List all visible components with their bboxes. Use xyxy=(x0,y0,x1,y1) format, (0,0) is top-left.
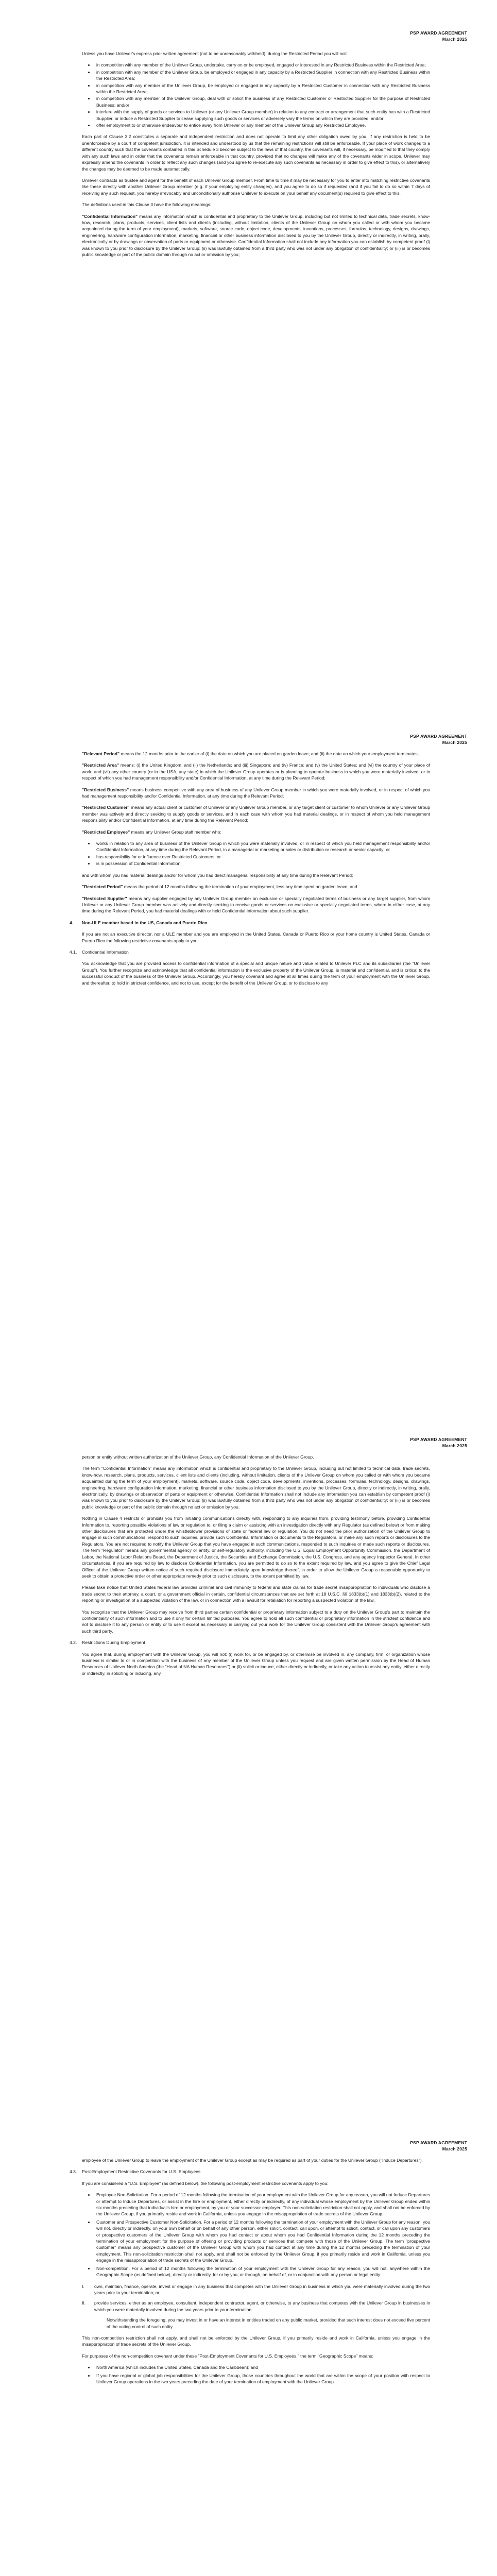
list-item: • North America (which includes the United States, Canada and the Caribbean); and xyxy=(94,2364,430,2370)
restrictions-list xyxy=(70,62,430,128)
section-number: 4.2. xyxy=(70,1640,77,1646)
definition-text: means any Unilever Group staff member who: xyxy=(130,829,221,835)
header-date: March 2025 xyxy=(442,2146,467,2151)
third-party-information: You recognize that the Unilever Group may receive from third parties certain confidential or proprietary information subject to a duty on the Unilever Group's part to maintain the confidentiality of such information and to use it only for certain limited purposes. You agree to hold all such confidential or proprietary information in the strictest confidence and not to disclose it to any person or entity or to use it except as necessary in carrying out your work for the Unilever Group consistent with the Unilever Group's agreement with such third party. xyxy=(82,1609,430,1634)
geographic-scope-intro: For purposes of the non-competition covenant under these "Post-Employment Covenants for U.S. Employees," the term "Geographic Scope" means: xyxy=(82,2353,373,2359)
roman-item xyxy=(82,2300,430,2313)
definition-text: means: (i) the United Kingdom; and (ii) the Netherlands; and (iii) Singapore; and (iv) France; and (v) the United States; and (vi) the country of your place of work; and (vii) any other country (or in the USA, any state) in which the Unilever Group operates or is planning to operate business in which you were materially involved, or in respect of which you had management responsibility and/or Confidential Information, at any time during the Relevant Period; xyxy=(82,762,430,781)
section-4-3-intro: If you are considered a "U.S. Employee" (as defined below), the following post-employment restrictive covenants apply to you: xyxy=(82,2180,329,2186)
section-4-1-text: You acknowledge that you are provided access to confidential information of a special and unique nature and value related to Unilever PLC and its subsidiaries (the "Unilever Group"). You further recognize and acknowledge that all confidential information is the exclusive property of the Unilever Group, is material and confidential, and is critical to the successful conduct of the business of the Unilever Group. Accordingly, you hereby covenant and agree at all times during the term of your employment with the Unilever Group, and thereafter, to hold in strictest confidence, and not to use, except for the benefit of the Unilever Group, or to disclose to any xyxy=(82,961,430,986)
list-item: • in competition with any member of the Unilever Group, be employed or engaged in any capacity by a Restricted Supplier in connection with any Restricted Business within the Restricted Area; xyxy=(94,69,430,82)
page-header xyxy=(410,30,467,42)
page-3 xyxy=(0,1406,497,2110)
page-header xyxy=(410,733,467,745)
page-1-body xyxy=(70,50,430,263)
header-title: PSP AWARD AGREEMENT xyxy=(410,30,467,36)
definition-term: "Restricted Area" xyxy=(82,762,119,768)
roman-item-text: provide services, either as an employee, consultant, independent contractor, agent, or otherwise, to any business that competes with the Unilever Group in businesses in which you were materially involved during the two years prior to your termination. xyxy=(94,2300,430,2312)
list-item: • in competition with any member of the Unilever Group, deal with or solicit the business of any Restricted Customer or Restricted Supplier for the purpose of Restricted Business; and/or xyxy=(94,95,430,108)
page-2 xyxy=(0,703,497,1406)
definition-term: "Restricted Employee" xyxy=(82,829,130,835)
regulator-notice: Nothing in Clause 4 restricts or prohibits you from initiating communications directly with, responding to any inquiries from, providing testimony before, providing Confidential Information to, reporting possible violations of law or regulation to, or filing a claim or assisting with an investigation directly with any Regulator (as defined below) or from making other disclosures that are protected under the whistleblower provisions of state or federal law or regulation. You do not need the prior authorization of the Unilever Group to engage in such communications, respond to such inquiries, provide such Confidential Information or documents to the Regulators, or make any such reports or disclosures to the Regulators. You are not required to notify the Unilever Group that you have engaged in such communications, responded to such inquiries or made such reports or disclosures. The term "Regulator" means any governmental agency or entity, or self-regulatory authority, including the U.S. Equal Employment Opportunity Commission, the Department of Labor, the National Labor Relations Board, the Department of Justice, the Securities and Exchange Commission, the U.S. Congress, and any agency Inspector General. In other circumstances, if you are required by law to disclose Confidential Information, you are permitted to do so to the extent required by law, and you agree to give the Chief Legal Officer of the Unilever Group written notice of such required disclosure immediately upon knowledge thereof, in order to allow the Unilever Group a reasonable opportunity to seek to obtain a protective order or other appropriate remedy prior to such disclosure, to the extent permitted by law. xyxy=(82,1516,430,1579)
page-4-body xyxy=(70,2157,430,2390)
definition-text: means any information which is confidential and proprietary to the Unilever Group, including but not limited to technical data, trade secrets, know-how, research, plans, products, services, client lists and clients (including, without limitation, clients of the Unilever Group on whom you called or with whom you became acquainted during the term of your employment), markets, software, source code, object code, developments, inventions, processes, formulas, technology, designs, drawings, engineering, hardware configuration information, marketing, financial or other business information disclosed to you by the Unilever Group, directly or indirectly, in writing, orally, electronically or by drawings or observation of parts or equipment or otherwise. Confidential Information shall not include any information you can establish by competent proof (i) was known to you prior to disclosure by the Unilever Group; (ii) was lawfully obtained from a third party who was not under any obligation of confidentiality; or (iii) is or becomes public knowledge or part of the public domain through no act or omission by you; xyxy=(82,213,430,257)
continuation-text: person or entity without written authorization of the Unilever Group, any Confidential Information of the Unilever Group. xyxy=(82,1454,314,1460)
definition-restricted-employee xyxy=(82,829,430,835)
definition-text: means any actual client or customer of Unilever or any Unilever Group member, or any target client or customer to whom Unilever or any Unilever Group member was actively and directly seeking to supply goods or services, and in each case with whom you had material dealings, or in respect of whom you held management responsibility and/or Confidential Information, at any time during the Relevant Period; xyxy=(82,805,430,823)
page-3-body xyxy=(70,1454,430,1682)
definition-restricted-area xyxy=(82,762,430,781)
geographic-scope-list xyxy=(70,2364,430,2385)
list-item: • works in relation to any area of business of the Unilever Group in which you were materially involved, or in respect of which you held management responsibility and/or Confidential Information, at any time during the Relevant Period, in a managerial or marketing or sales or distribution or research or senior capacity; or xyxy=(94,840,430,853)
restrictions-intro: Unless you have Unilever's express prior written agreement (not to be unreasonably withheld), during the Restricted Period you will not: xyxy=(82,51,347,56)
definition-text: means the period of 12 months following the termination of your employment, less any time spent on garden leave; and xyxy=(123,884,357,890)
section-number: 4. xyxy=(70,920,74,925)
definition-restricted-supplier xyxy=(82,895,430,914)
non-competition: • Non-competition. For a period of 12 months following the termination of your employment with the Unilever Group for any reason, you will not, anywhere within the Geographic Scope (as defined below), directly or indirectly, for or by you, or through, on behalf of, or in conjunction with any person or legal entity: xyxy=(94,2265,430,2278)
section-title: Restrictions During Employment xyxy=(82,1640,145,1646)
definition-confidential-information xyxy=(82,213,430,258)
severability-paragraph: Each part of Clause 3.2 constitutes a separate and independent restriction and does not operate to limit any other obligation owed by you. If any restriction is held to be unenforceable by a court of competent jurisdiction, it is intended and understood by us that the remaining restrictions will still be enforceable. If your place of work changes to a different country such that the covenants contained in this Schedule 3 become subject to the laws of that country, the covenants will, if necessary, be modified to that they comply with any such laws and in order that the covenants remain enforceable in that country, provided that no changes will make any of the covenants wider in scope. Unilever may expressly amend the covenants in order to reflect any such changes (and you agree to re-execute any such covenants as necessary in order to give effect to this), or alternatively the changes may be deemed to be made automatically. xyxy=(82,134,430,172)
definition-restricted-customer xyxy=(82,804,430,823)
header-title: PSP AWARD AGREEMENT xyxy=(410,1437,467,1442)
roman-numeral: II. xyxy=(82,2300,86,2306)
header-title: PSP AWARD AGREEMENT xyxy=(410,734,467,739)
page-2-body xyxy=(70,751,430,991)
section-title: Confidential Information xyxy=(82,949,129,955)
customer-non-solicitation: • Customer and Prospective Customer Non-Solicitation. For a period of 12 months following the termination of your employment with the Unilever Group for any reason, you will not, directly or indirectly, on your own behalf or on behalf of any other person, either solicit, contact, call upon, or attempt to solicit, contact, or call upon any customers or prospective customers of the Unilever Group with whom you had contact or about whom you had Confidential Information during the 12 months preceding the termination of your employment for the purpose of offering or providing products or services that compete with those of the Unilever Group. The term "prospective customer" means any prospective customer of the Unilever Group with whom you had contact at any time during the 12 months preceding the termination of your employment. This non-solicitation restriction shall not apply, and shall not be enforced by the Unilever Group, if you primarily reside and work in California, unless you engage in the misappropriation of trade secrets of the Unilever Group. xyxy=(94,2219,430,2264)
definition-text: means any supplier engaged by any Unilever Group member on exclusive or specially negotiated terms of business or any target supplier, from whom Unilever or any Unilever Group member was actively and directly seeking to receive goods or services on exclusive or specially negotiated terms, where in either case, at any time during the Relevant Period, you had material dealings with or held Confidential Information about such supplier. xyxy=(82,895,430,914)
non-compete-california-note: This non-competition restriction shall not apply, and shall not be enforced by the Unilever Group, if you primarily reside and work in California, unless you engage in the misappropriation of trade secrets of the Unilever Group. xyxy=(82,2335,430,2347)
page-header xyxy=(410,2140,467,2152)
public-investment-note: Notwithstanding the foregoing, you may invest in or have an interest in entities traded on any public market, provided that such interest does not exceed five percent of the voting control of such entity. xyxy=(107,2317,430,2329)
definition-term: "Restricted Business" xyxy=(82,787,129,792)
roman-numeral: I. xyxy=(82,2283,84,2289)
page-1 xyxy=(0,0,497,703)
definition-term: "Restricted Period" xyxy=(82,884,123,890)
roman-item xyxy=(82,2283,430,2296)
employee-non-solicitation: • Employee Non-Solicitation. For a period of 12 months following the termination of your employment with the Unilever Group for any reason, you will not Induce Departures or attempt to Induce Departures, or assist in the hire or employment, either directly or indirectly, of any individual whose employment by the Unilever Group ended within six months preceding that individual's hire or employment, by you or your successor employer. This non-solicitation restriction shall not apply, and shall not be enforced by the Unilever Group, if you primarily reside and work in California, unless you engage in the misappropriation of trade secrets of the Unilever Group. xyxy=(94,2192,430,2217)
definition-term: "Restricted Customer" xyxy=(82,805,130,810)
roman-item-text: own, maintain, finance, operate, invest or engage in any business that competes with the Unilever Group in business in which you were materially involved during the two years prior to your termination; or xyxy=(94,2283,430,2295)
definitions-intro: The definitions used in this Clause 3 have the following meanings: xyxy=(82,202,212,208)
section-4-1-heading xyxy=(70,949,430,955)
trade-secret-immunity-notice: Please take notice that United States federal law provides criminal and civil immunity to federal and state claims for trade secret misappropriation to individuals who disclose a trade secret to their attorney, a court, or a government official in certain, confidential circumstances that are set forth at 18 U.S.C. §§ 1833(b)(1) and 1833(b)(2), related to the reporting or investigation of a suspected violation of the law, or in connection with a lawsuit for retaliation for reporting a suspected violation of the law. xyxy=(82,1585,430,1603)
definition-term: "Relevant Period" xyxy=(82,751,120,756)
definition-term: "Confidential Information" xyxy=(82,213,138,219)
post-employment-covenants-list xyxy=(70,2192,430,2278)
list-item: • has responsibility for or influence over Restricted Customers; or xyxy=(94,854,430,860)
restricted-employee-list xyxy=(70,840,430,867)
page-4 xyxy=(0,2110,497,2576)
trustee-paragraph: Unilever contracts as trustee and agent for the benefit of each Unilever Group member. From time to time it may be necessary for you to enter into matching restrictive covenants like these directly with another Unilever Group member (e.g. if your employing entity changes), and you agree to do so if requested (and if you fail to do so within 7 days of receiving any such request, you hereby irrevocably and unconditionally authorise Unilever to execute on your behalf any document(s) required to give effect to this. xyxy=(82,177,430,196)
section-title: Non-ULE member based in the US, Canada and Puerto Rico xyxy=(82,920,208,925)
list-item: • in competition with any member of the Unilever Group, undertake, carry on or be employed, engaged or interested in any Restricted Business within the Restricted Area; xyxy=(94,62,430,68)
confidential-definition: The term "Confidential Information" means any information which is confidential and proprietary to the Unilever Group, including but not limited to technical data, trade secrets, know-how, research, plans, products, services, client lists and clients (including, without limitation, clients of the Unilever Group on whom you called or with whom you became acquainted during the term of your employment), markets, software, source code, object code, developments, inventions, processes, formulas, technology, designs, drawings, engineering, hardware configuration information, marketing, financial or other business information disclosed to you by the Unilever Group, directly or indirectly, in writing, orally, electronically, by drawings or observation of parts or equipment or otherwise. Confidential Information shall not include any information you can establish by competent proof (i) was known to you prior to disclosure by the Unilever Group; (ii) was lawfully obtained from a third party who was not under any obligation of confidentiality; or (iii) is or becomes public knowledge or part of the public domain through no act or omission by you. xyxy=(82,1466,430,1510)
section-4-heading xyxy=(70,920,430,926)
list-item: • interfere with the supply of goods or services to Unilever (or any Unilever Group member) in relation to any contract or arrangement that such entity has with a Restricted Supplier, or induce a Restricted Supplier to cease supplying such goods or services or adversely vary the terms on which they are provided; and/or xyxy=(94,109,430,122)
list-item: • If you have regional or global job responsibilities for the Unilever Group, those countries throughout the world that are within the scope of your position with respect to Unilever Group operations in the two years preceding the date of your termination of employment with the Unilever Group. xyxy=(94,2372,430,2385)
section-4-intro: If you are not an executive director, nor a ULE member and you are employed in the United States, Canada or Puerto Rico or your home country is United States, Canada or Puerto Rico the following restrictive covenants apply to you: xyxy=(82,931,430,943)
definition-text: means business competitive with any area of business of any Unilever Group member in which you were materially involved, or in respect of which you had management responsibility and/or Confidential Information, at any time during the Relevant Period; xyxy=(82,787,430,799)
continuation-text: employee of the Unilever Group to leave the employment of the Unilever Group except as may be required as part of your duties for the Unilever Group ("Induce Departures"). xyxy=(82,2158,423,2163)
header-title: PSP AWARD AGREEMENT xyxy=(410,2140,467,2145)
definition-text: means the 12 months prior to the earlier of (i) the date on which you are placed on garden leave; and (ii) the date on which your employment terminates; xyxy=(119,751,419,756)
definition-term: "Restricted Supplier" xyxy=(82,895,127,901)
definition-restricted-business xyxy=(82,787,430,800)
section-title: Post-Employment Restrictive Covenants for U.S. Employees xyxy=(82,2169,201,2175)
section-number: 4.1. xyxy=(70,949,77,955)
restricted-employee-after: and with whom you had material dealings and/or for whom you had direct managerial responsibility at any time during the Relevant Period; xyxy=(82,872,353,878)
section-4-3-heading xyxy=(70,2168,430,2175)
definition-restricted-period xyxy=(82,884,430,890)
section-4-2-text: You agree that, during employment with the Unilever Group, you will not: (i) work for, or be engaged by, or otherwise be involved in, any company, firm, or organization whose business is similar to or in competition with the business of any member of the Unilever Group unless you request and are given written permission by the Head of Human Resources of Unilever North America (the "Head of NA Human Resources") or (ii) solicit or induce, either directly or indirectly, or take any action to assist any entity, either directly or indirectly, in soliciting or inducing, any xyxy=(82,1651,430,1676)
header-date: March 2025 xyxy=(442,37,467,42)
list-item: • is in possession of Confidential Information; xyxy=(94,860,430,867)
section-4-2-heading xyxy=(70,1639,430,1646)
list-item: • in competition with any member of the Unilever Group, be employed or engaged in any capacity by a Restricted Customer in connection with any Restricted Business within the Restricted Area; xyxy=(94,82,430,95)
definition-relevant-period xyxy=(82,751,430,757)
section-number: 4.3. xyxy=(70,2169,77,2175)
header-date: March 2025 xyxy=(442,1443,467,1448)
list-item: • offer employment to or otherwise endeavour to entice away from Unilever or any member of the Unilever Group any Restricted Employee. xyxy=(94,122,430,128)
page-header xyxy=(410,1436,467,1449)
header-date: March 2025 xyxy=(442,740,467,745)
